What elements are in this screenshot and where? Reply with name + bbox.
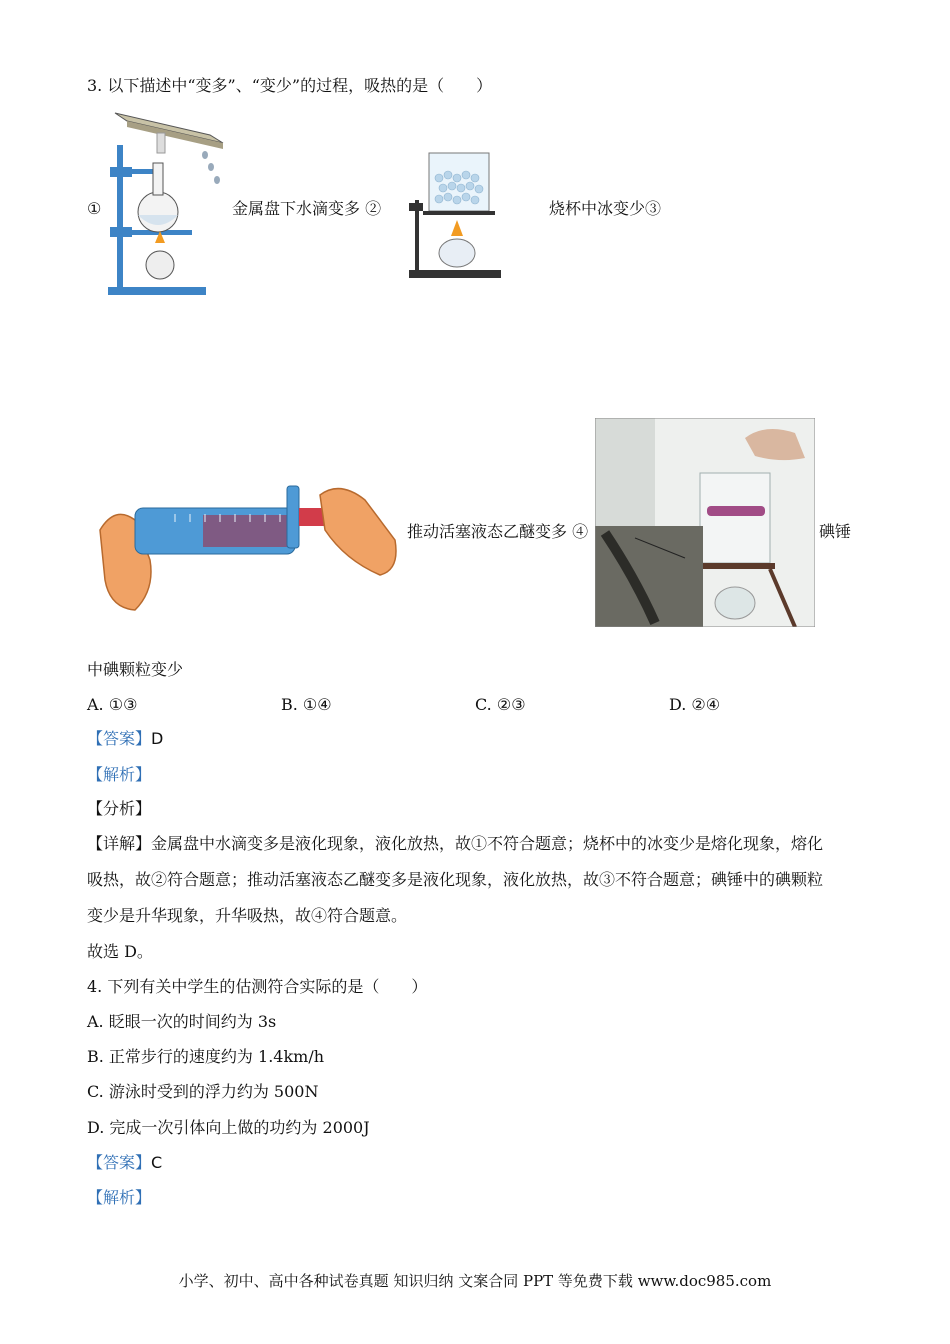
q3-detail-tag: 【详解】 xyxy=(87,834,152,853)
figure-4-caption-b: 中碘颗粒变少 xyxy=(87,660,184,679)
q3-answer-value: D xyxy=(151,729,164,748)
q3-answer-tag: 【答案】 xyxy=(87,729,152,748)
q4-option-a: A. 眨眼一次的时间约为 3s xyxy=(87,1012,277,1031)
q4-option-d: D. 完成一次引体向上做的功约为 2000J xyxy=(87,1118,370,1137)
q4-option-c: C. 游泳时受到的浮力约为 500N xyxy=(87,1082,319,1101)
q3-detail-line-3: 变少是升华现象，升华吸热，故④符合题意。 xyxy=(87,906,408,925)
q3-option-b: B. ①④ xyxy=(281,695,332,714)
q3-detail-line-2: 吸热，故②符合题意；推动活塞液态乙醚变多是液化现象，液化放热，故③不符合题意；碘锤中的碘颗粒 xyxy=(87,870,824,889)
question-4-stem: 4. 下列有关中学生的估测符合实际的是（ ） xyxy=(87,977,428,996)
q4-answer-value: C xyxy=(151,1153,163,1172)
figure-2-caption: 烧杯中冰变少③ xyxy=(549,199,662,218)
q3-conclusion: 故选 D。 xyxy=(87,942,153,961)
question-3-stem: 3. 以下描述中“变多”、“变少”的过程，吸热的是（ ） xyxy=(87,76,493,95)
q3-option-a: A. ①③ xyxy=(87,695,138,714)
q4-answer-tag: 【答案】 xyxy=(87,1153,152,1172)
figure-flask-tray xyxy=(105,105,230,300)
q3-analysis-tag: 【解析】 xyxy=(87,765,152,784)
q3-answer-line xyxy=(87,729,163,749)
figure-1-label: ① xyxy=(87,199,102,218)
q3-option-d: D. ②④ xyxy=(669,695,721,714)
q3-option-c: C. ②③ xyxy=(475,695,526,714)
figure-iodine-hammer xyxy=(595,418,815,627)
figure-syringe xyxy=(95,480,405,615)
figure-3-caption: 推动活塞液态乙醚变多 ④ xyxy=(407,522,589,541)
q4-analysis-tag: 【解析】 xyxy=(87,1188,152,1207)
q3-fenxi-tag: 【分析】 xyxy=(87,799,152,818)
figure-4-caption-a: 碘锤 xyxy=(819,522,852,541)
q4-answer-line xyxy=(87,1153,162,1173)
figure-1-caption: 金属盘下水滴变多 ② xyxy=(232,199,382,218)
q3-detail-text-1: 金属盘中水滴变多是液化现象，液化放热，故①不符合题意；烧杯中的冰变少是熔化现象，熔化 xyxy=(151,834,824,853)
q3-detail-line-1 xyxy=(87,834,823,854)
figure-beaker-ice xyxy=(405,148,505,283)
page-footer: 小学、初中、高中各种试卷真题 知识归纳 文案合同 PPT 等免费下载 www.doc985.com xyxy=(178,1272,772,1290)
q4-option-b: B. 正常步行的速度约为 1.4km/h xyxy=(87,1047,325,1066)
